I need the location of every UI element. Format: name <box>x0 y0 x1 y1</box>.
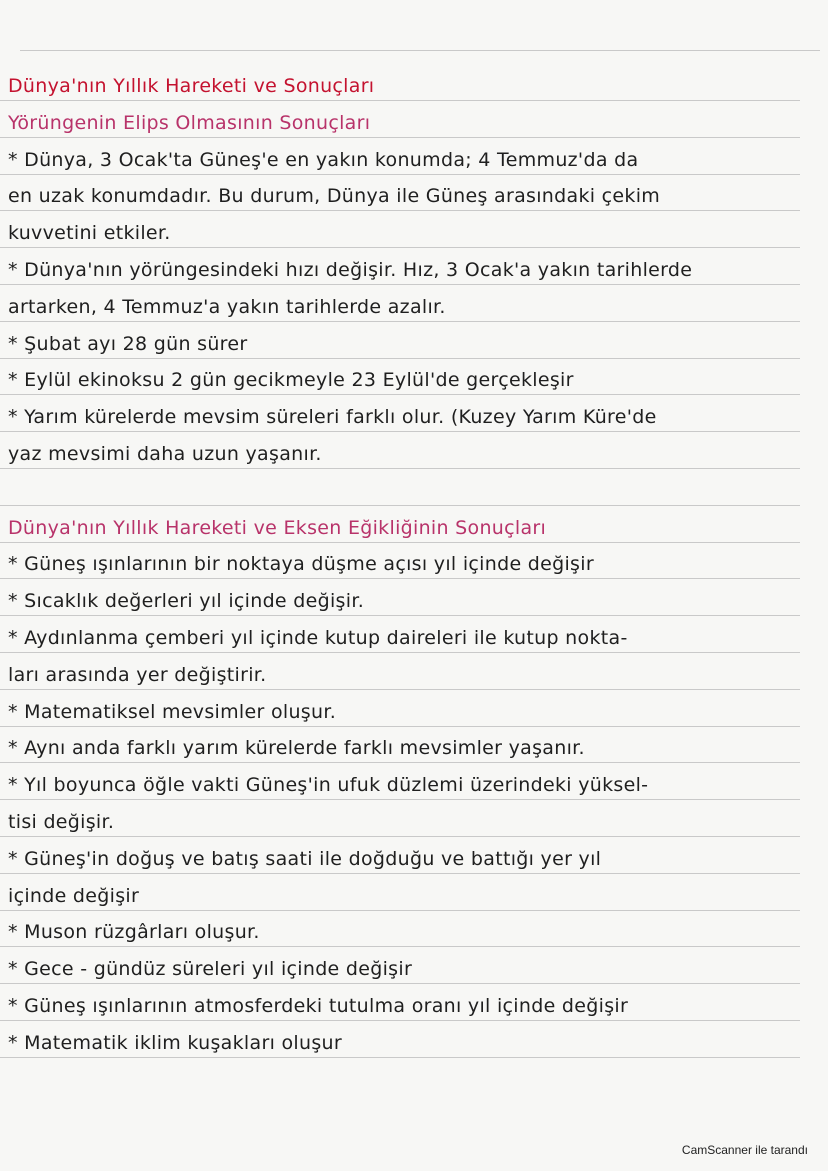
note-line: * Yıl boyunca öğle vakti Güneş'in ufuk düzlemi üzerindeki yüksel- <box>8 774 649 797</box>
ruled-line <box>0 100 800 101</box>
ruled-line <box>0 836 800 837</box>
note-line: * Matematik iklim kuşakları oluşur <box>8 1031 342 1054</box>
note-line: tisi değişir. <box>8 811 115 833</box>
note-line: * Aydınlanma çemberi yıl içinde kutup daireleri ile kutup nokta- <box>8 627 628 649</box>
note-line: içinde değişir <box>8 884 140 907</box>
ruled-line <box>0 578 800 579</box>
ruled-line <box>0 394 800 395</box>
note-line: * Yarım kürelerde mevsim süreleri farklı olur. (Kuzey Yarım Küre'de <box>8 406 657 429</box>
section-heading: Yörüngenin Elips Olmasının Sonuçları <box>8 111 371 134</box>
ruled-line <box>0 983 800 984</box>
note-line: kuvvetini etkiler. <box>8 222 171 245</box>
ruled-line <box>0 615 800 616</box>
ruled-line <box>0 1057 800 1058</box>
ruled-line <box>0 431 800 432</box>
note-line: * Güneş ışınlarının atmosferdeki tutulma oranı yıl içinde değişir <box>8 995 629 1017</box>
ruled-line <box>0 726 800 727</box>
note-line: * Eylül ekinoksu 2 gün gecikmeyle 23 Eylül'de gerçekleşir <box>8 369 574 392</box>
ruled-line <box>0 910 800 911</box>
ruled-line <box>0 210 800 211</box>
ruled-line <box>0 137 800 138</box>
ruled-line <box>0 468 800 469</box>
ruled-line <box>0 321 800 322</box>
note-line: * Dünya'nın yörüngesindeki hızı değişir. Hız, 3 Ocak'a yakın tarihlerde <box>8 259 693 281</box>
ruled-line <box>0 652 800 653</box>
ruled-line <box>0 505 800 506</box>
ruled-line <box>0 946 800 947</box>
ruled-line <box>0 284 800 285</box>
ruled-line <box>0 542 800 543</box>
note-line: * Şubat ayı 28 gün sürer <box>8 332 248 355</box>
ruled-line <box>20 50 820 51</box>
ruled-line <box>0 358 800 359</box>
note-line: * Matematiksel mevsimler oluşur. <box>8 700 337 723</box>
note-line: * Gece - gündüz süreleri yıl içinde değişir <box>8 958 413 981</box>
note-line: * Güneş'in doğuş ve batış saati ile doğduğu ve battığı yer yıl <box>8 847 602 870</box>
note-line: * Muson rüzgârları oluşur. <box>8 921 260 944</box>
ruled-line <box>0 247 800 248</box>
section-heading: Dünya'nın Yıllık Hareketi ve Eksen Eğikliğinin Sonuçları <box>8 516 547 539</box>
note-line: yaz mevsimi daha uzun yaşanır. <box>8 443 322 465</box>
scanner-watermark: CamScanner ile tarandı <box>681 1143 808 1157</box>
ruled-line <box>0 762 800 763</box>
note-line: * Güneş ışınlarının bir noktaya düşme açısı yıl içinde değişir <box>8 553 594 576</box>
page-title: Dünya'nın Yıllık Hareketi ve Sonuçları <box>8 75 375 97</box>
ruled-line <box>0 174 800 175</box>
note-line: * Aynı anda farklı yarım kürelerde farklı mevsimler yaşanır. <box>8 737 585 760</box>
note-line: * Sıcaklık değerleri yıl içinde değişir. <box>8 590 365 613</box>
note-line: en uzak konumdadır. Bu durum, Dünya ile Güneş arasındaki çekim <box>8 185 661 208</box>
ruled-line <box>0 873 800 874</box>
ruled-line <box>0 799 800 800</box>
note-line: artarken, 4 Temmuz'a yakın tarihlerde azalır. <box>8 295 446 318</box>
ruled-line <box>0 689 800 690</box>
ruled-line <box>0 1020 800 1021</box>
note-line: ları arasında yer değiştirir. <box>8 663 267 686</box>
note-line: * Dünya, 3 Ocak'ta Güneş'e en yakın konumda; 4 Temmuz'da da <box>8 148 639 171</box>
